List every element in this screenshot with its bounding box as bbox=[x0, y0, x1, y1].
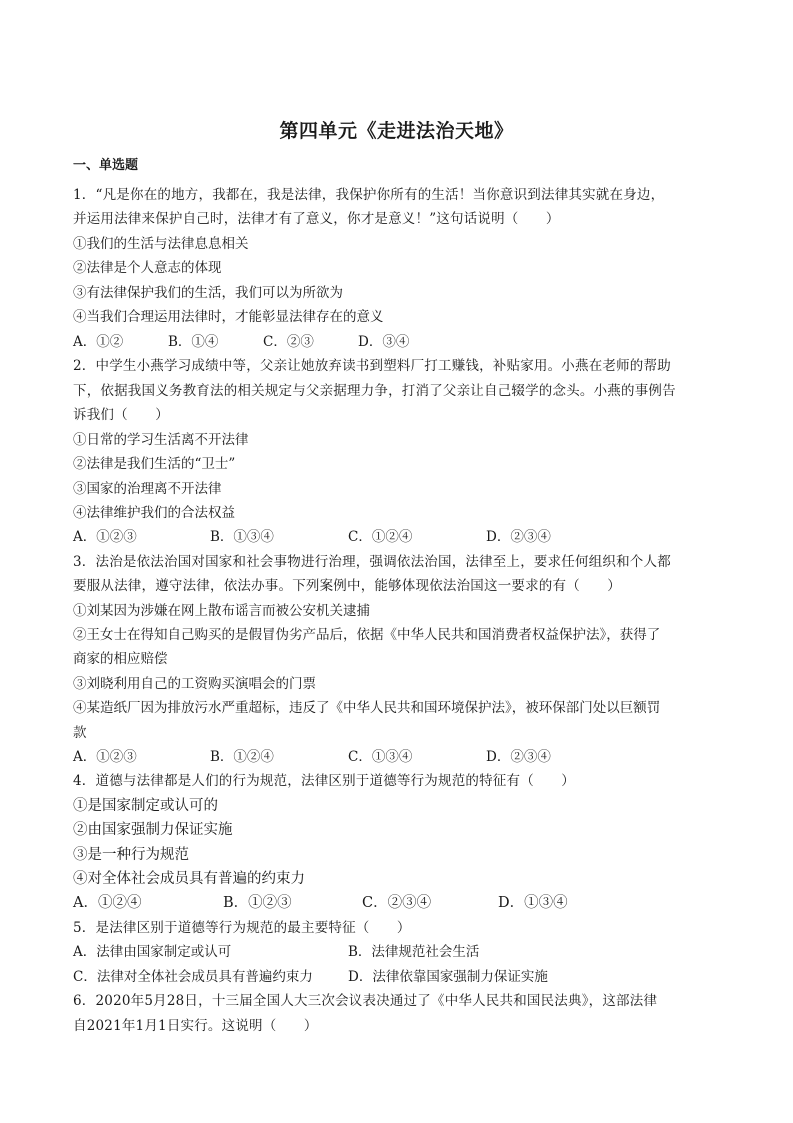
q1-option-b[interactable]: B．①④ bbox=[168, 334, 219, 350]
q1-option-d[interactable]: D．③④ bbox=[358, 334, 410, 350]
q6-stem-line-2: 自2021年1月1日实行。这说明（ ） bbox=[73, 1018, 318, 1034]
q4-item-2: ②由国家强制力保证实施 bbox=[73, 822, 233, 838]
q1-stem-line-1: 1．“凡是你在的地方，我都在，我是法律，我保护你所有的生活！当你意识到法律其实就在身边， bbox=[73, 187, 665, 203]
q1-item-3: ③有法律保护我们的生活，我们可以为所欲为 bbox=[73, 285, 343, 301]
q2-item-4: ④法律维护我们的合法权益 bbox=[73, 505, 235, 521]
q5-option-a[interactable]: A．法律由国家制定或认可 bbox=[73, 944, 232, 960]
q2-item-3: ③国家的治理离不开法律 bbox=[73, 481, 222, 497]
q2-option-b[interactable]: B．①③④ bbox=[210, 529, 274, 545]
q3-option-c[interactable]: C．①③④ bbox=[348, 749, 413, 765]
q2-option-d[interactable]: D．②③④ bbox=[486, 529, 551, 545]
q3-item-2: ②王女士在得知自己购买的是假冒伪劣产品后，依据《中华人民共和国消费者权益保护法》，获得了 bbox=[73, 627, 661, 643]
q2-item-2: ②法律是我们生活的“卫士” bbox=[73, 456, 236, 472]
q1-option-c[interactable]: C．②③ bbox=[263, 334, 314, 350]
q3-item-3: ③刘晓利用自己的工资购买演唱会的门票 bbox=[73, 676, 316, 692]
q1-stem-line-2: 并运用法律来保护自己时，法律才有了意义，你才是意义！”这句话说明（ ） bbox=[73, 211, 560, 227]
page-title: 第四单元《走进法治天地》 bbox=[279, 120, 514, 142]
q5-option-b[interactable]: B．法律规范社会生活 bbox=[348, 944, 480, 960]
q3-item-4-cont: 款 bbox=[73, 725, 87, 741]
q3-option-d[interactable]: D．②③④ bbox=[486, 749, 551, 765]
q5-option-d[interactable]: D．法律依靠国家强制力保证实施 bbox=[348, 969, 548, 985]
q5-option-c[interactable]: C．法律对全体社会成员具有普遍约束力 bbox=[73, 969, 313, 985]
q3-item-4: ④某造纸厂因为排放污水严重超标，违反了《中华人民共和国环境保护法》，被环保部门处以巨额罚 bbox=[73, 700, 661, 716]
q1-item-4: ④当我们合理运用法律时，才能彰显法律存在的意义 bbox=[73, 309, 384, 325]
q1-option-a[interactable]: A．①② bbox=[73, 334, 124, 350]
q5-stem: 5．是法律区别于道德等行为规范的最主要特征（ ） bbox=[73, 920, 411, 936]
q4-item-3: ③是一种行为规范 bbox=[73, 847, 189, 863]
section-heading: 一、单选题 bbox=[73, 158, 139, 173]
q4-option-b[interactable]: B．①②③ bbox=[223, 895, 292, 911]
q2-stem-line-2: 下，依据我国义务教育法的相关规定与父亲据理力争，打消了父亲让自己辍学的念头。小燕的事例告 bbox=[73, 383, 676, 399]
q4-item-4: ④对全体社会成员具有普遍的约束力 bbox=[73, 871, 305, 887]
q1-item-1: ①我们的生活与法律息息相关 bbox=[73, 236, 249, 252]
q4-stem: 4．道德与法律都是人们的行为规范，法律区别于道德等行为规范的特征有（ ） bbox=[73, 773, 575, 789]
q4-item-1: ①是国家制定或认可的 bbox=[73, 798, 218, 814]
q4-option-a[interactable]: A．①②④ bbox=[73, 895, 142, 911]
q3-stem-line-2: 要服从法律，遵守法律，依法办事。下列案例中，能够体现依法治国这一要求的有（ ） bbox=[73, 578, 621, 594]
q2-item-1: ①日常的学习生活离不开法律 bbox=[73, 432, 249, 448]
q3-item-2-cont: 商家的相应赔偿 bbox=[73, 651, 168, 667]
q3-option-b[interactable]: B．①②④ bbox=[210, 749, 274, 765]
q2-stem-line-3: 诉我们（ ） bbox=[73, 407, 169, 423]
q3-item-1: ①刘某因为涉嫌在网上散布谣言而被公安机关逮捕 bbox=[73, 603, 370, 619]
q2-option-a[interactable]: A．①②③ bbox=[73, 529, 137, 545]
q6-stem-line-1: 6．2020年5月28日，十三届全国人大三次会议表决通过了《中华人民共和国民法典》，这部法律 bbox=[73, 993, 658, 1009]
q3-stem-line-1: 3．法治是依法治国对国家和社会事物进行治理，强调依法治国，法律至上，要求任何组织和个人都 bbox=[73, 554, 671, 570]
q2-option-c[interactable]: C．①②④ bbox=[348, 529, 413, 545]
q2-stem-line-1: 2．中学生小燕学习成绩中等，父亲让她放弃读书到塑料厂打工赚钱，补贴家用。小燕在老师的帮助 bbox=[73, 358, 671, 374]
q3-option-a[interactable]: A．①②③ bbox=[73, 749, 137, 765]
q1-item-2: ②法律是个人意志的体现 bbox=[73, 260, 222, 276]
q4-option-d[interactable]: D．①③④ bbox=[498, 895, 568, 911]
q4-option-c[interactable]: C．②③④ bbox=[362, 895, 432, 911]
